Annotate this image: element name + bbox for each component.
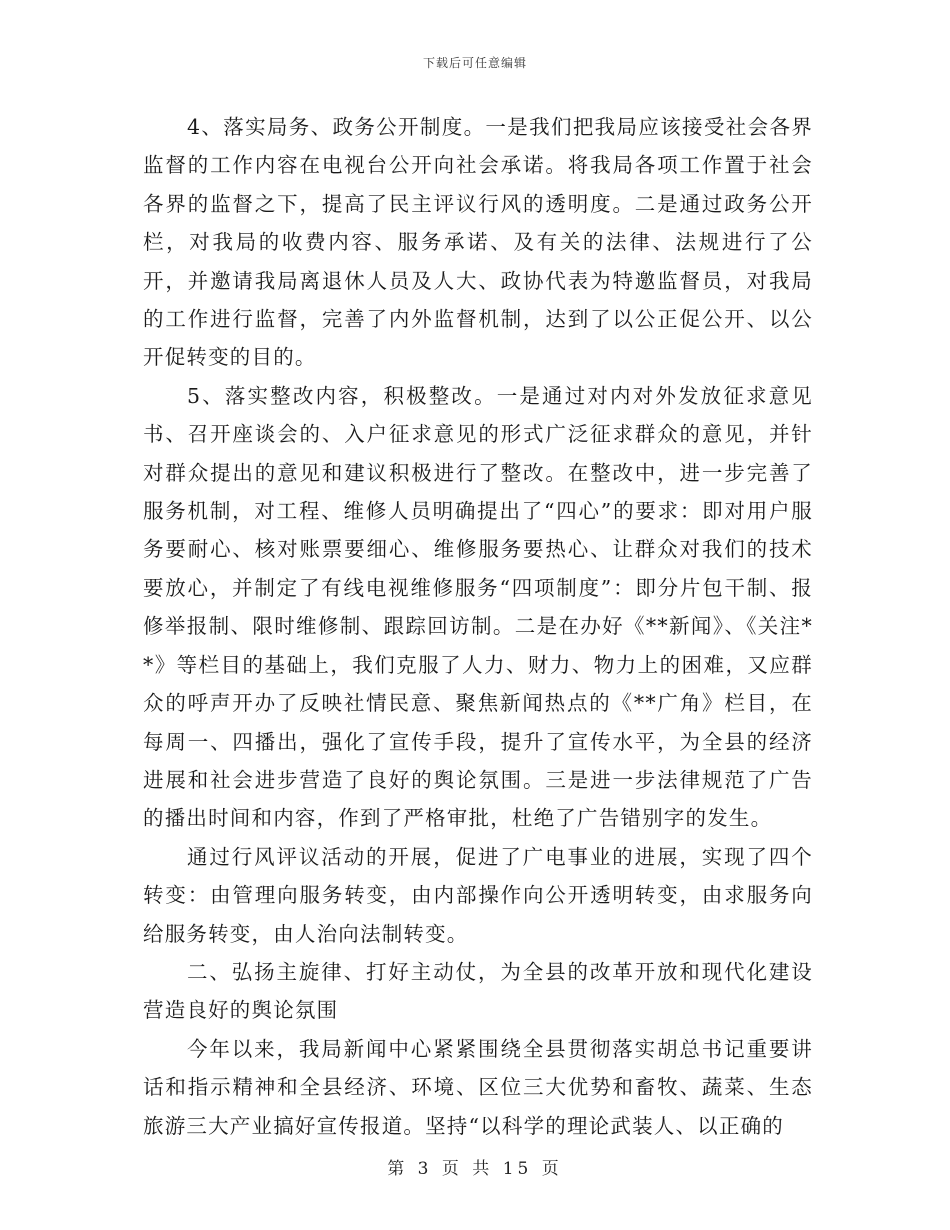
paragraph-item-5: 5、落实整改内容，积极整改。一是通过对内对外发放征求意见书、召开座谈会的、入户征求意见的形式广泛征求群众的意见，并针对群众提出的意见和建议积极进行了整改。在整改中，进一步完善了服务机制，对工程、维修人员明确提出了“四心”的要求：即对用户服务要耐心、核对账票要细心、维修服务要热心、让群众对我们的技术要放心，并制定了有线电视维修服务“四项制度”：即分片包干制、报修举报制、限时维修制、跟踪回访制。二是在办好《**新闻》、《关注**》等栏目的基础上，我们克服了人力、财力、物力上的困难，又应群众的呼声开办了反映社情民意、聚焦新闻热点的《**广角》栏目，在每周一、四播出，强化了宣传手段，提升了宣传水平，为全县的经济进展和社会进步营造了良好的舆论氛围。三是进一步法律规范了广告的播出时间和内容，作到了严格审批，杜绝了广告错别字的发生。 [143,383,813,831]
paragraph-summary: 通过行风评议活动的开展，促进了广电事业的进展，实现了四个转变：由管理向服务转变，由内部操作向公开透明转变，由求服务向给服务转变，由人治向法制转变。 [143,844,813,946]
page-header: 下载后可任意编辑 [422,56,527,70]
page-footer: 第 3 页 共 15 页 [387,1159,563,1179]
section-heading-2: 二、弘扬主旋律、打好主动仗，为全县的改革开放和现代化建设营造良好的舆论氛围 [143,959,813,1023]
document-body [143,108,813,1145]
paragraph-news-center: 今年以来，我局新闻中心紧紧围绕全县贯彻落实胡总书记重要讲话和指示精神和全县经济、环境、区位三大优势和畜牧、蔬菜、生态旅游三大产业搞好宣传报道。坚持“以科学的理论武装人、以正确的 [143,1036,813,1138]
paragraph-item-4: 4、落实局务、政务公开制度。一是我们把我局应该接受社会各界监督的工作内容在电视台公开向社会承诺。将我局各项工作置于社会各界的监督之下，提高了民主评议行风的透明度。二是通过政务公开栏，对我局的收费内容、服务承诺、及有关的法律、法规进行了公开，并邀请我局离退休人员及人大、政协代表为特邀监督员，对我局的工作进行监督，完善了内外监督机制，达到了以公正促公开、以公开促转变的目的。 [143,115,813,370]
